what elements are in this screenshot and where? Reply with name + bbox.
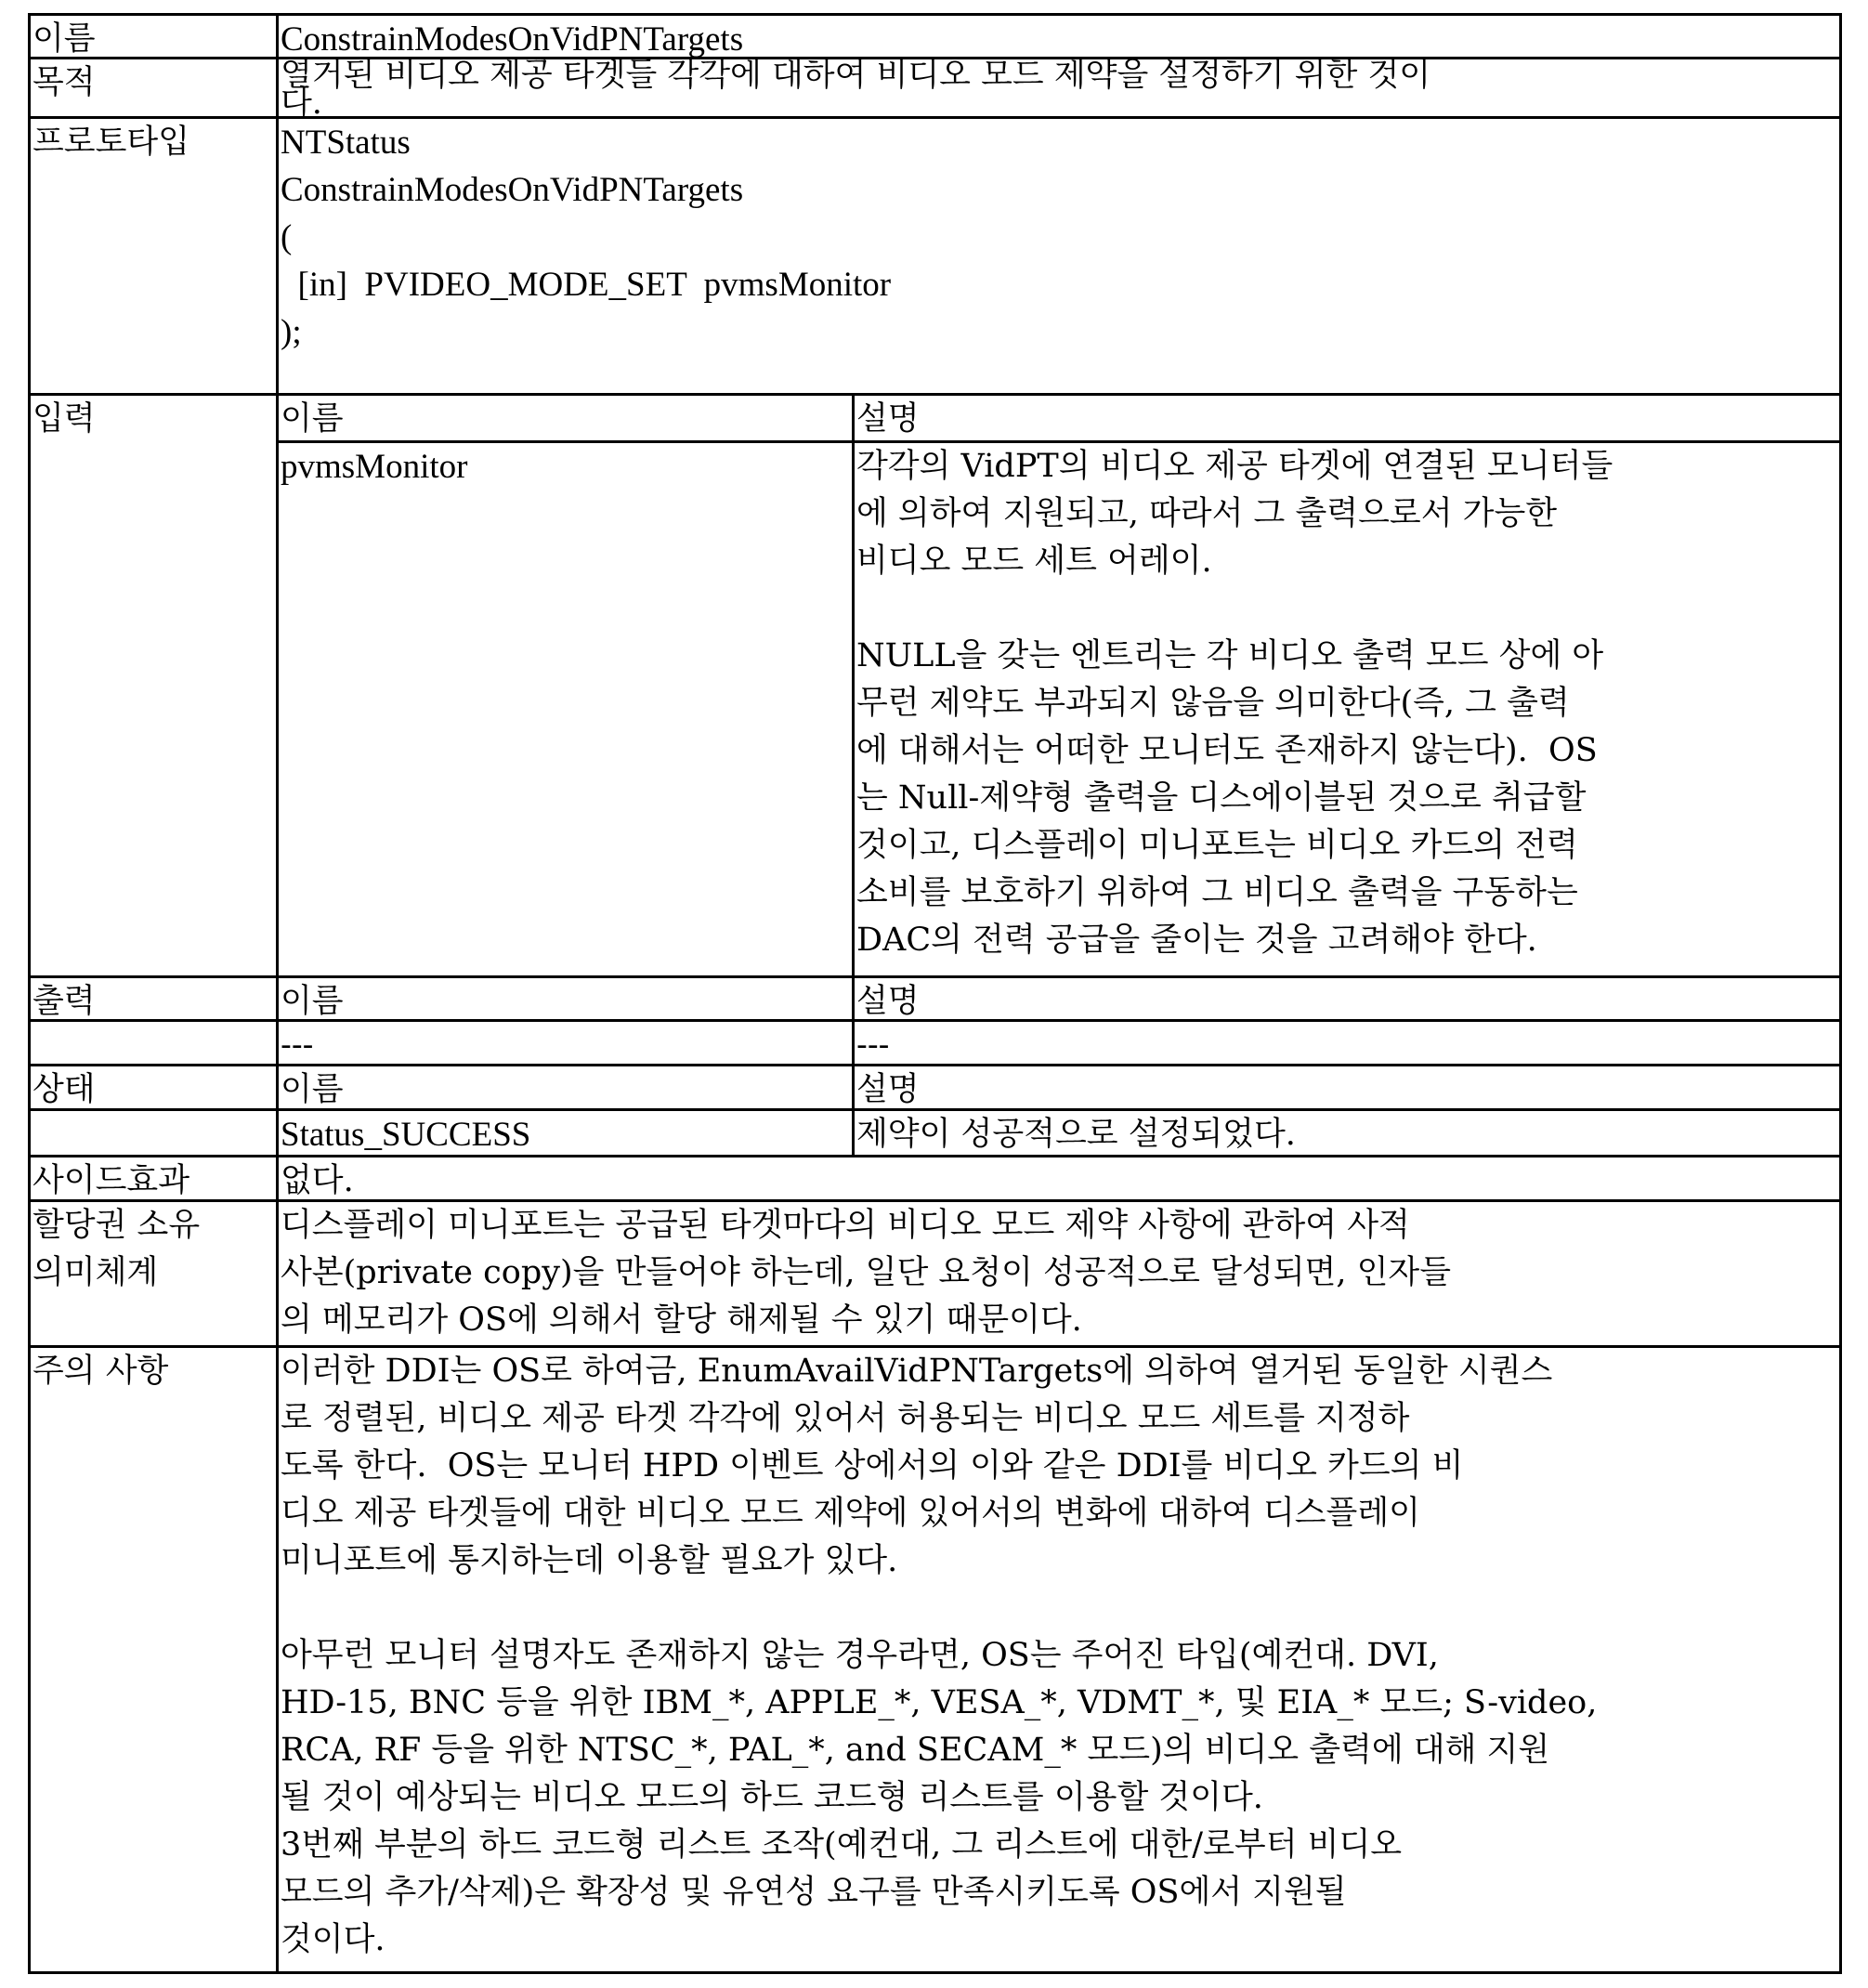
text-line: 이러한 DDI는 OS로 하여금, EnumAvailVidPNTargets에 의하여 열거된 동일한 시퀀스 xyxy=(281,1348,1837,1395)
text-line: 의미체계 xyxy=(33,1249,274,1297)
input-param-name: pvmsMonitor xyxy=(279,443,855,978)
text-line: ConstrainModesOnVidPNTargets xyxy=(281,166,1837,214)
ddi-spec-table xyxy=(28,13,1842,1974)
text-line: 로 정렬된, 비디오 제공 타겟 각각에 있어서 허용되는 비디오 모드 세트를 지정하 xyxy=(281,1395,1837,1443)
allocation-label xyxy=(31,1202,279,1348)
text-line: 디스플레이 미니포트는 공급된 타겟마다의 비디오 모드 제약 사항에 관하여 사적 xyxy=(281,1202,1837,1249)
text-line: HD-15, BNC 등을 위한 IBM_*, APPLE_*, VESA_*, VDMT_*, 및 EIA_* 모드; S-video, xyxy=(281,1680,1837,1727)
text-line: 아무런 모니터 설명자도 존재하지 않는 경우라면, OS는 주어진 타입(예컨대. DVI, xyxy=(281,1632,1837,1680)
status-spacer xyxy=(31,1111,279,1157)
text-line: 될 것이 예상되는 비디오 모드의 하드 코드형 리스트를 이용할 것이다. xyxy=(281,1774,1837,1822)
text-line: 미니포트에 통지하는데 이용할 필요가 있다. xyxy=(281,1537,1837,1585)
output-col-name: 이름 xyxy=(279,978,855,1022)
text-line xyxy=(856,585,1837,633)
output-label: 출력 xyxy=(31,978,279,1022)
text-line: 소비를 보호하기 위하여 그 비디오 출력을 구동하는 xyxy=(856,870,1837,917)
text-line: 열거된 비디오 제공 타겟들 각각에 대하여 비디오 모드 제약을 설정하기 위한 것이 xyxy=(281,61,1837,89)
status-col-desc: 설명 xyxy=(855,1066,1842,1111)
text-line: 할당권 소유 xyxy=(33,1202,274,1249)
text-line: 다. xyxy=(281,89,1837,117)
allocation-value xyxy=(279,1202,1842,1348)
purpose-value xyxy=(279,59,1842,119)
prototype-label: 프로토타입 xyxy=(31,119,279,396)
status-label: 상태 xyxy=(31,1066,279,1111)
text-line: RCA, RF 등을 위한 NTSC_*, PAL_*, and SECAM_* 모드)의 비디오 출력에 대해 지원 xyxy=(281,1727,1837,1774)
status-desc-value: 제약이 성공적으로 설정되었다. xyxy=(855,1111,1842,1157)
side-effect-value: 없다. xyxy=(279,1157,1842,1202)
text-line: NTStatus xyxy=(281,119,1837,166)
notes-value xyxy=(279,1348,1842,1974)
name-value: ConstrainModesOnVidPNTargets xyxy=(279,16,1842,59)
name-label: 이름 xyxy=(31,16,279,59)
text-line: 에 대해서는 어떠한 모니터도 존재하지 않는다). OS xyxy=(856,727,1837,775)
text-line: 에 의하여 지원되고, 따라서 그 출력으로서 가능한 xyxy=(856,490,1837,538)
input-spacer xyxy=(31,443,279,978)
notes-label: 주의 사항 xyxy=(31,1348,279,1974)
text-line: 비디오 모드 세트 어레이. xyxy=(856,538,1837,585)
text-line: ); xyxy=(281,308,1837,356)
text-line: 의 메모리가 OS에 의해서 할당 해제될 수 있기 때문이다. xyxy=(281,1297,1837,1344)
text-line: 것이다. xyxy=(281,1916,1837,1964)
output-desc-value: --- xyxy=(855,1022,1842,1066)
input-col-name: 이름 xyxy=(279,396,855,443)
input-param-desc xyxy=(855,443,1842,978)
text-line: 3번째 부분의 하드 코드형 리스트 조작(예컨대, 그 리스트에 대한/로부터 비디오 xyxy=(281,1822,1837,1869)
text-line: 는 Null-제약형 출력을 디스에이블된 것으로 취급할 xyxy=(856,775,1837,822)
text-line xyxy=(281,1585,1837,1632)
text-line: ( xyxy=(281,214,1837,261)
text-line: 모드의 추가/삭제)은 확장성 및 유연성 요구를 만족시키도록 OS에서 지원될 xyxy=(281,1869,1837,1916)
prototype-code xyxy=(279,119,1842,396)
purpose-label: 목적 xyxy=(31,59,279,119)
text-line: 각각의 VidPT의 비디오 제공 타겟에 연결된 모니터들 xyxy=(856,443,1837,490)
output-spacer xyxy=(31,1022,279,1066)
status-col-name: 이름 xyxy=(279,1066,855,1111)
text-line: 사본(private copy)을 만들어야 하는데, 일단 요청이 성공적으로 달성되면, 인자들 xyxy=(281,1249,1837,1297)
text-line: NULL을 갖는 엔트리는 각 비디오 출력 모드 상에 아 xyxy=(856,633,1837,680)
text-line: 무런 제약도 부과되지 않음을 의미한다(즉, 그 출력 xyxy=(856,680,1837,727)
output-name-value: --- xyxy=(279,1022,855,1066)
text-line: 도록 한다. OS는 모니터 HPD 이벤트 상에서의 이와 같은 DDI를 비디오 카드의 비 xyxy=(281,1443,1837,1490)
output-col-desc: 설명 xyxy=(855,978,1842,1022)
input-label: 입력 xyxy=(31,396,279,443)
input-col-desc: 설명 xyxy=(855,396,1842,443)
side-effect-label: 사이드효과 xyxy=(31,1157,279,1202)
text-line: 디오 제공 타겟들에 대한 비디오 모드 제약에 있어서의 변화에 대하여 디스플레이 xyxy=(281,1490,1837,1537)
text-line: 것이고, 디스플레이 미니포트는 비디오 카드의 전력 xyxy=(856,822,1837,870)
text-line: DAC의 전력 공급을 줄이는 것을 고려해야 한다. xyxy=(856,917,1837,964)
status-name-value: Status_SUCCESS xyxy=(279,1111,855,1157)
text-line: [in] PVIDEO_MODE_SET pvmsMonitor xyxy=(281,261,1837,308)
